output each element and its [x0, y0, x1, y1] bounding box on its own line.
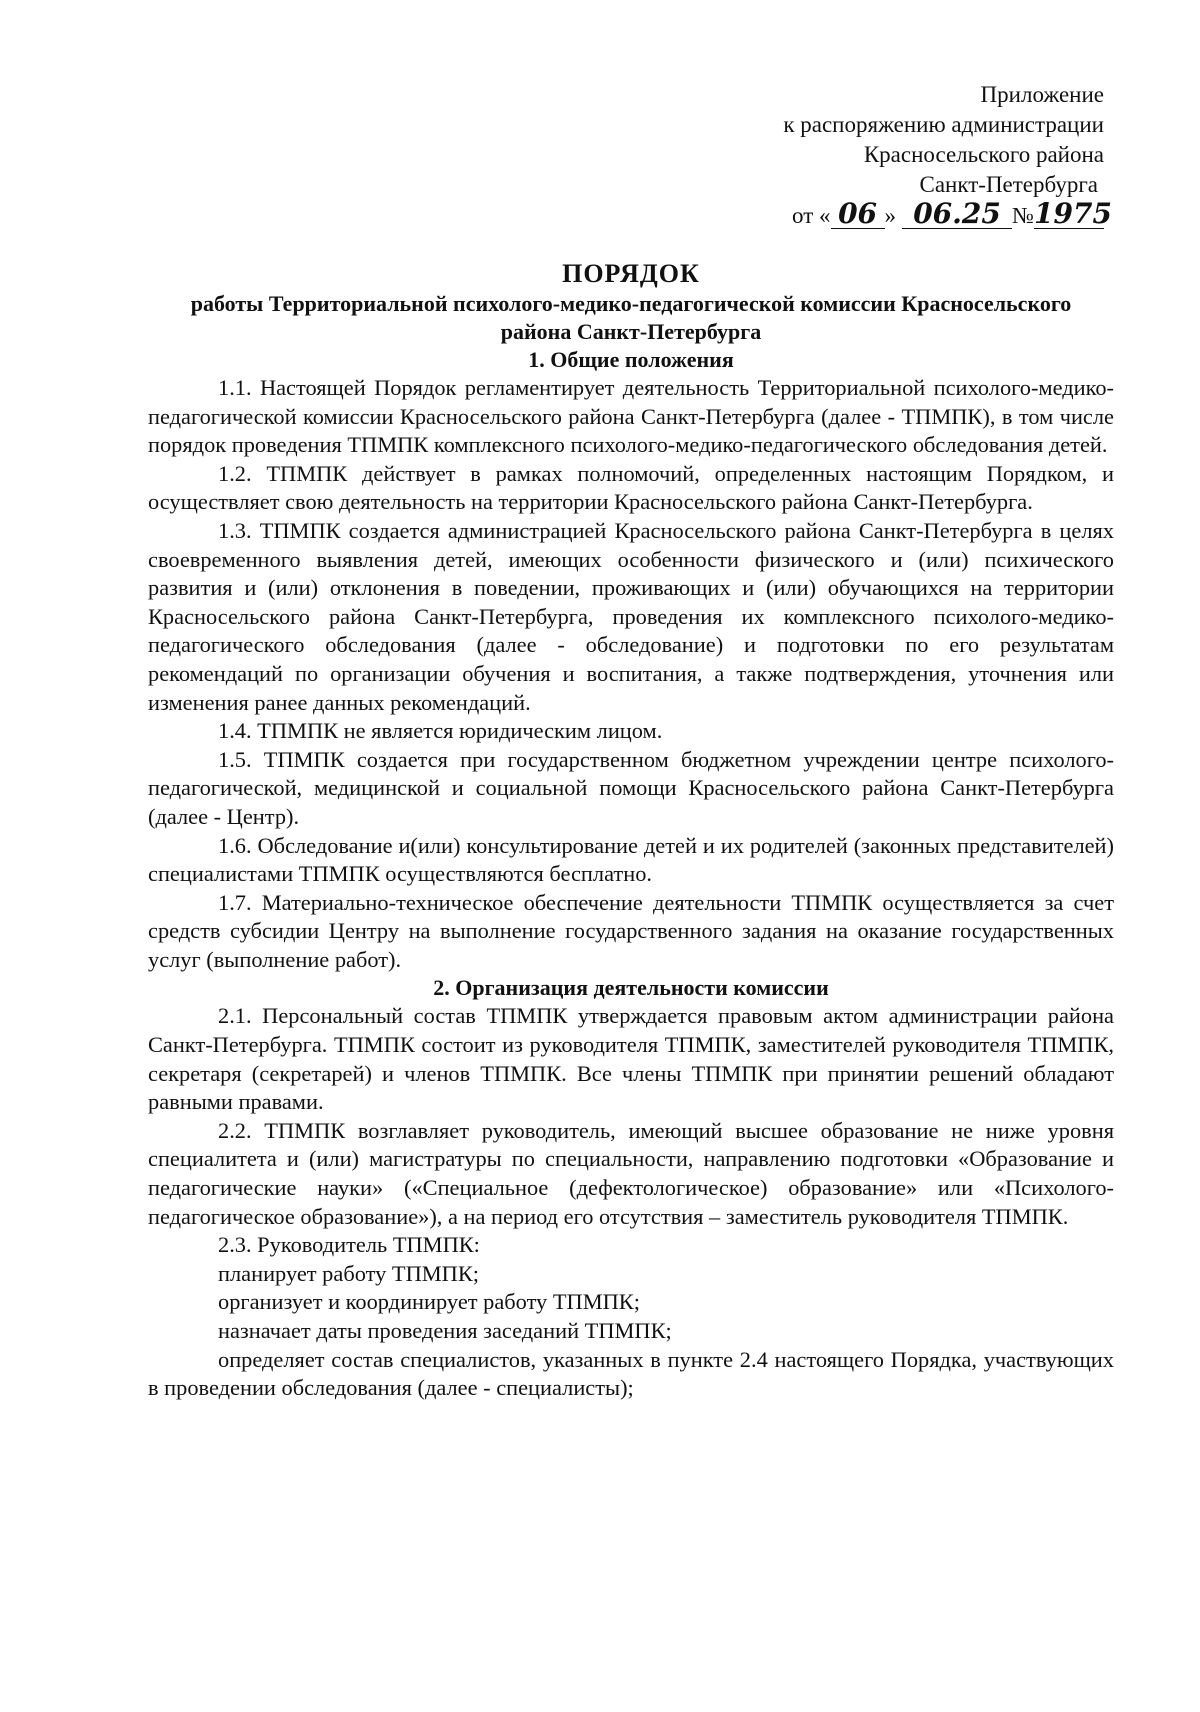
paragraph-1-4: 1.4. ТПМПК не является юридическим лицом. — [218, 718, 663, 744]
paragraph-1-1: 1.1. Настоящей Порядок регламентирует деятельность Территориальной психолого-медико-педагогической комиссии Красносельского района Санкт-Петербурга (далее - ТПМПК), в том числе порядок проведения ТПМПК комплексного психолого-медико-педагогического обследования детей. — [148, 375, 1114, 458]
paragraph-2-1: 2.1. Персональный состав ТПМПК утверждается правовым актом администрации района Санкт-Петербурга. ТПМПК состоит из руководителя ТПМПК, заместителей руководителя ТПМПК, секретаря (секретарей) и членов ТПМПК. Все члены ТПМПК при принятии решений обладают равными правами. — [148, 1003, 1114, 1115]
list-item: планирует работу ТПМПК; — [218, 1260, 479, 1286]
paragraph-1-6: 1.6. Обследование и(или) консультирование детей и их родителей (законных представителей) специалистами ТПМПК осуществляются бесплатно. — [148, 832, 1114, 887]
list-item-final: определяет состав специалистов, указанных в пункте 2.4 настоящего Порядка, участвующих в проведении обследования (далее - специалисты); — [148, 1346, 1114, 1401]
appendix-line-1: Приложение — [980, 82, 1104, 107]
appendix-line-2: к распоряжению администрации — [783, 112, 1104, 137]
paragraph-2-3: 2.3. Руководитель ТПМПК: — [218, 1232, 480, 1258]
section-2-heading: 2. Организация деятельности комиссии — [433, 975, 829, 1001]
handwritten-month-year: 06.25 — [902, 200, 1012, 229]
paragraph-2-2: 2.2. ТПМПК возглавляет руководитель, имеющий высшее образование не ниже уровня специалитета и (или) магистратуры по специальности, направлению подготовки «Образование и педагогические науки» («Специальное (дефектологическое) образование» или «Психолого-педагогическое образование»), а на период его отсутствия – заместитель руководителя ТПМПК. — [148, 1117, 1114, 1229]
appendix-block — [783, 80, 1112, 232]
appendix-line-4: Санкт-Петербурга — [919, 172, 1098, 197]
handwritten-day: 06 — [831, 200, 885, 229]
number-label: № — [1012, 203, 1034, 228]
paragraph-1-5: 1.5. ТПМПК создается при государственном бюджетном учреждении центре психолого-педагогической, медицинской и социальной помощи Красносельского района Санкт-Петербурга (далее - Центр). — [148, 746, 1114, 829]
section-1-heading: 1. Общие положения — [528, 347, 734, 372]
list-item: назначает даты проведения заседаний ТПМПК; — [218, 1318, 672, 1343]
paragraph-1-2: 1.2. ТПМПК действует в рамках полномочий, определенных настоящим Порядком, и осуществляет свою деятельность на территории Красносельского района Санкт-Петербурга. — [148, 460, 1114, 515]
list-item: организует и координирует работу ТПМПК; — [218, 1289, 640, 1315]
document-title: ПОРЯДОК — [562, 259, 700, 288]
date-mid: » — [884, 203, 897, 228]
document-subtitle: работы Территориальной психолого-медико-педагогической комиссии Красносельского района Санкт-Петербурга — [190, 291, 1072, 344]
appendix-date-line — [783, 197, 1112, 232]
date-prefix: от « — [792, 203, 831, 228]
handwritten-doc-number: 1975 — [1034, 197, 1112, 230]
paragraph-1-7: 1.7. Материально-техническое обеспечение деятельности ТПМПК осуществляется за счет средств субсидии Центру на выполнение государственного задания на оказание государственных услуг (выполнение работ). — [148, 889, 1114, 972]
paragraph-1-3: 1.3. ТПМПК создается администрацией Красносельского района Санкт-Петербурга в целях своевременного выявления детей, имеющих особенности физического и (или) психического развития и (или) отклонения в поведении, проживающих и (или) обучающихся на территории Красносельского района Санкт-Петербурга, проведения их комплексного психолого-медико-педагогического обследования (далее - обследование) и подготовки по его результатам рекомендаций по организации обучения и воспитания, а также подтверждения, уточнения или изменения ранее данных рекомендаций. — [148, 517, 1114, 715]
appendix-line-3: Красносельского района — [863, 142, 1104, 167]
document-body — [148, 258, 1114, 1403]
